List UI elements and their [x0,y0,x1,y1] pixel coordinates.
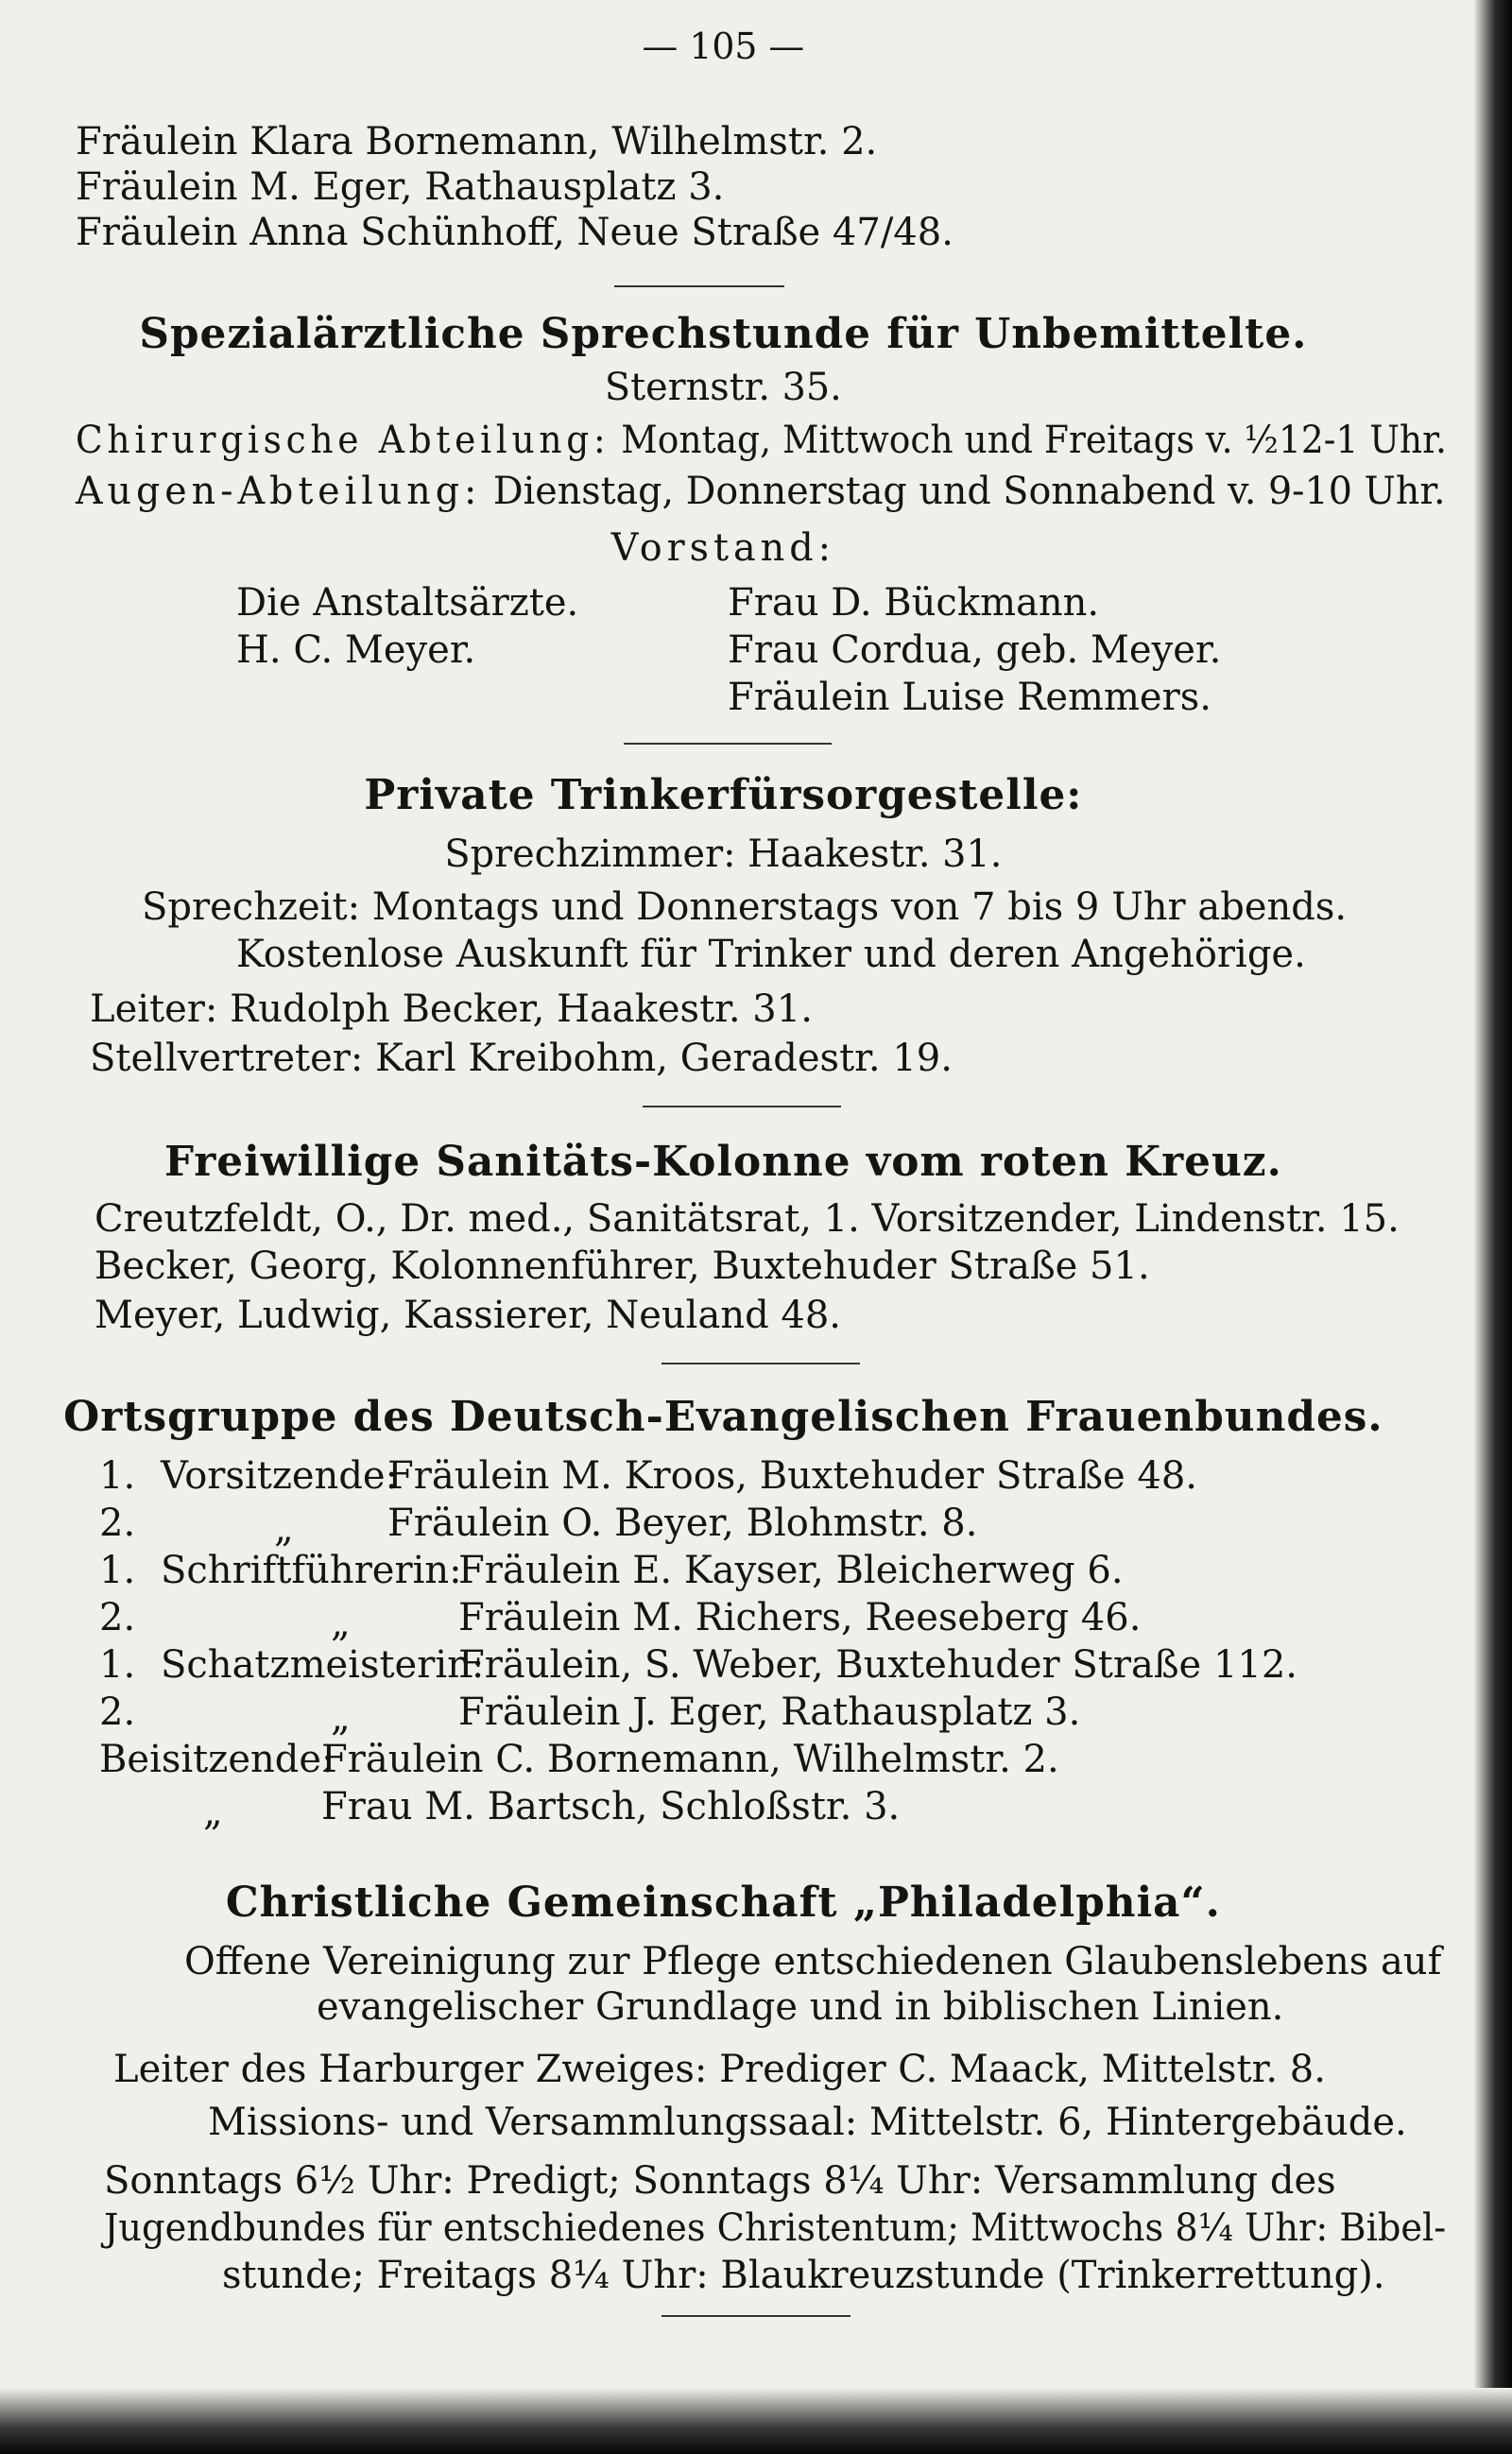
row-name: Fräulein J. Eger, Rathausplatz 3. [458,1690,1081,1734]
section-divider [662,2315,850,2317]
sanitaet-line: Creutzfeldt, O., Dr. med., Sanitätsrat, 1. Vorsitzender, Lindenstr. 15. [94,1197,1400,1241]
list-item: Fräulein Klara Bornemann, Wilhelmstr. 2. [76,120,878,163]
ditto-mark: „ [203,1791,223,1834]
section-divider [624,743,832,745]
philadelphia-line: Offene Vereinigung zur Pflege entschiedenen Glaubenslebens auf [184,1940,1442,1983]
chirurgisch-line [76,419,1447,462]
row-number: 2. [99,1502,136,1545]
section-heading-sprechstunde: Spezialärztliche Sprechstunde für Unbemittelte. [139,310,1308,358]
section-heading-sanitaet: Freiwillige Sanitäts-Kolonne vom roten Kreuz. [163,1138,1282,1186]
row-name: Fräulein, S. Weber, Buxtehuder Straße 112. [458,1643,1298,1687]
sprechstunde-address: Sternstr. 35. [604,366,842,409]
sanitaet-line: Becker, Georg, Kolonnenführer, Buxtehuder Straße 51. [94,1244,1150,1288]
row-name: Fräulein C. Bornemann, Wilhelmstr. 2. [321,1738,1059,1781]
trinker-line: Stellvertreter: Karl Kreibohm, Geradestr. 19. [90,1037,953,1080]
ditto-mark: „ [331,1696,351,1740]
vorstand-left-item: Die Anstaltsärzte. [236,581,579,625]
vorstand-right-item: Frau D. Bückmann. [728,581,1100,625]
philadelphia-line: Missions- und Versammlungssaal: Mittelstr. 6, Hintergebäude. [208,2101,1407,2144]
section-heading-frauenbund: Ortsgruppe des Deutsch-Evangelischen Frauenbundes. [63,1393,1383,1441]
vorstand-left-item: H. C. Meyer. [236,628,476,672]
trinker-line: Sprechzeit: Montags und Donnerstags von 7 bis 9 Uhr abends. [142,885,1348,929]
section-heading-trinker: Private Trinkerfürsorgestelle: [364,771,1083,819]
section-divider [614,285,784,287]
philadelphia-line: evangelischer Grundlage und in biblischen Linien. [317,1985,1284,2029]
vorstand-right-item: Fräulein Luise Remmers. [728,676,1211,719]
row-name: Fräulein M. Kroos, Buxtehuder Straße 48. [387,1454,1197,1498]
section-divider [662,1363,860,1364]
philadelphia-line: Jugendbundes für entschiedenes Christentum; Mittwochs 8¼ Uhr: Bibel- [104,2206,1447,2250]
list-item: Fräulein M. Eger, Rathausplatz 3. [76,165,725,209]
page-shadow-right [1474,0,1512,2454]
vorstand-right-item: Frau Cordua, geb. Meyer. [728,628,1222,672]
augen-hours: Dienstag, Donnerstag und Sonnabend v. 9-10 Uhr. [492,470,1446,513]
row-number: 2. [99,1596,136,1639]
list-item: Fräulein Anna Schünhoff, Neue Straße 47/48. [76,211,954,254]
row-number: 1. [99,1549,136,1592]
row-role: Schatzmeisterin: [161,1643,485,1687]
row-name: Frau M. Bartsch, Schloßstr. 3. [321,1785,901,1828]
ditto-mark: „ [274,1507,294,1551]
row-role: Vorsitzende: [161,1454,399,1498]
row-number: 1. [99,1643,136,1687]
trinker-line: Sprechzimmer: Haakestr. 31. [444,832,1003,876]
sanitaet-line: Meyer, Ludwig, Kassierer, Neuland 48. [94,1294,842,1337]
row-role: Beisitzende: [99,1738,335,1781]
row-name: Fräulein E. Kayser, Bleicherweg 6. [458,1549,1124,1592]
ditto-mark: „ [331,1602,351,1645]
row-name: Fräulein M. Richers, Reeseberg 46. [458,1596,1142,1639]
page-number: — 105 — [642,26,805,67]
augen-line [76,470,1446,513]
chirurgisch-label: Chirurgische Abteilung: [76,419,610,462]
section-heading-philadelphia: Christliche Gemeinschaft „Philadelphia“. [225,1879,1221,1927]
vorstand-heading: Vorstand: [610,526,836,570]
row-number: 1. [99,1454,136,1498]
philadelphia-line: Sonntags 6½ Uhr: Predigt; Sonntags 8¼ Uhr: Versammlung des [104,2159,1336,2203]
row-number: 2. [99,1690,136,1734]
page-shadow-bottom [0,2388,1512,2454]
row-name: Fräulein O. Beyer, Blohmstr. 8. [387,1502,978,1545]
chirurgisch-hours: Montag, Mittwoch und Freitags v. ½12-1 Uhr. [621,419,1447,462]
augen-label: Augen-Abteilung: [76,470,482,513]
trinker-line: Leiter: Rudolph Becker, Haakestr. 31. [90,987,813,1031]
section-divider [643,1106,841,1107]
philadelphia-line: Leiter des Harburger Zweiges: Prediger C. Maack, Mittelstr. 8. [113,2048,1326,2091]
trinker-line: Kostenlose Auskunft für Trinker und deren Angehörige. [236,933,1306,976]
row-role: Schriftführerin: [161,1549,462,1592]
philadelphia-line: stunde; Freitags 8¼ Uhr: Blaukreuzstunde (Trinkerrettung). [222,2254,1385,2297]
